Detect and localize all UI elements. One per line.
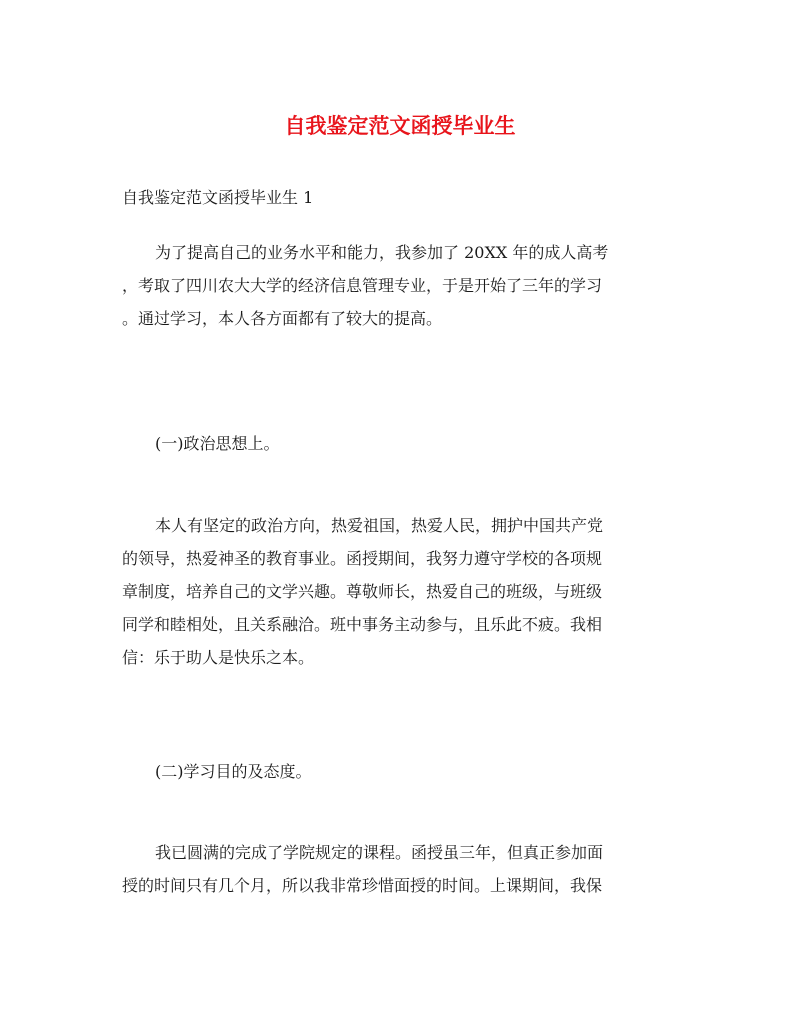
paragraph-3-line: 授的时间只有几个月，所以我非常珍惜面授的时间。上课期间，我保	[122, 876, 603, 895]
document-subtitle: 自我鉴定范文函授毕业生 1	[122, 188, 314, 207]
section-heading-1: (一)政治思想上。	[155, 434, 280, 453]
paragraph-1-line: ，考取了四川农大大学的经济信息管理专业，于是开始了三年的学习	[122, 276, 603, 295]
paragraph-2	[122, 509, 682, 674]
paragraph-3-line: 我已圆满的完成了学院规定的课程。函授虽三年，但真正参加面	[155, 843, 604, 862]
paragraph-1-line: 为了提高自己的业务水平和能力，我参加了 20XX 年的成人高考	[155, 243, 609, 262]
paragraph-2-line: 的领导，热爱神圣的教育事业。函授期间，我努力遵守学校的各项规	[122, 549, 603, 568]
paragraph-3	[122, 836, 682, 902]
paragraph-2-line: 同学和睦相处，且关系融洽。班中事务主动参与，且乐此不疲。我相	[122, 615, 603, 634]
paragraph-2-line: 本人有坚定的政治方向，热爱祖国，热爱人民，拥护中国共产党	[155, 516, 604, 535]
section-heading-2: (二)学习目的及态度。	[155, 762, 312, 781]
paragraph-2-line: 章制度，培养自己的文学兴趣。尊敬师长，热爱自己的班级，与班级	[122, 582, 603, 601]
paragraph-1-line: 。通过学习，本人各方面都有了较大的提高。	[122, 309, 443, 328]
document-title: 自我鉴定范文函授毕业生	[284, 113, 516, 138]
paragraph-2-line: 信：乐于助人是快乐之本。	[122, 648, 315, 667]
paragraph-1	[122, 236, 682, 335]
